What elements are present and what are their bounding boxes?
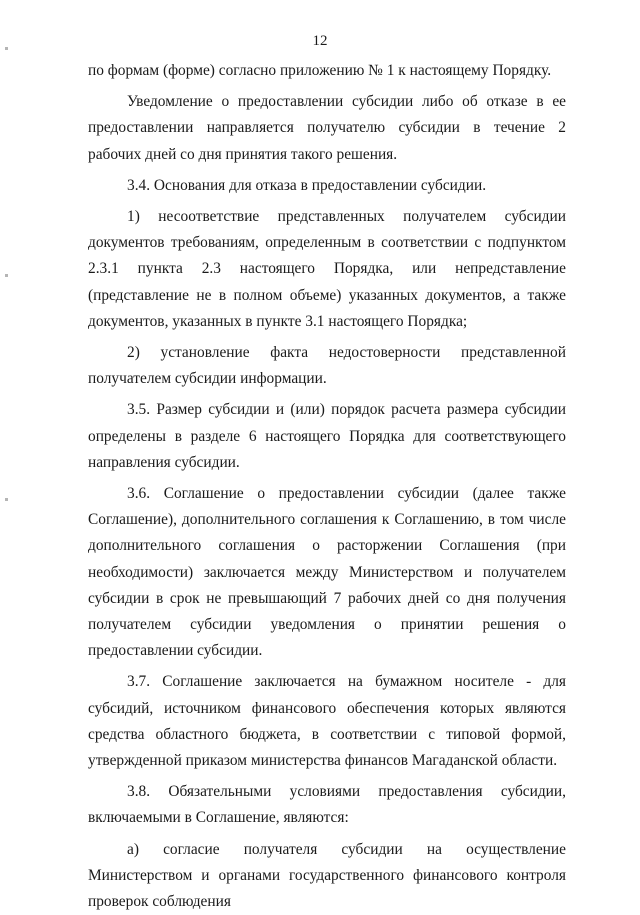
paragraph-3-6: 3.6. Соглашение о предоставлении субсидии (далее также Соглашение), дополнительного соглашения к Соглашению, в том числе дополнительного соглашения о расторжении Соглашения (при необходимости) заключается между Министерством и получателем субсидии в срок не превышающий 7 рабочих дней со дня получения получателем субсидии уведомления о принятии решения о предоставлении субсидии. bbox=[88, 485, 566, 660]
scan-mark bbox=[5, 274, 8, 277]
document-body bbox=[88, 58, 566, 915]
paragraph-3-8: 3.8. Обязательными условиями предоставления субсидии, включаемыми в Соглашение, являются: bbox=[88, 783, 566, 827]
page-number: 12 bbox=[312, 33, 328, 49]
paragraph-3-4-heading: 3.4. Основания для отказа в предоставлении субсидии. bbox=[127, 176, 487, 194]
paragraph-continuation: по формам (форме) согласно приложению № 1 к настоящему Порядку. bbox=[88, 62, 552, 79]
paragraph-notification: Уведомление о предоставлении субсидии либо об отказе в ее предоставлении направляется получателю субсидии в течение 2 рабочих дней со дня принятия такого решения. bbox=[88, 93, 566, 163]
paragraph-3-4-item-1: 1) несоответствие представленных получателем субсидии документов требованиям, определенным в соответствии с подпунктом 2.3.1 пункта 2.3 настоящего Порядка, или непредставление (представление не в полном объеме) указанных документов, а также документов, указанных в пункте 3.1 настоящего Порядка; bbox=[88, 208, 566, 330]
paragraph-3-7: 3.7. Соглашение заключается на бумажном носителе - для субсидий, источником финансового обеспечения которых являются средства областного бюджета, в соответствии с типовой формой, утвержденной приказом министерства финансов Магаданской области. bbox=[88, 673, 566, 770]
scan-mark bbox=[5, 498, 8, 501]
paragraph-3-8-item-a: а) согласие получателя субсидии на осуществление Министерством и органами государственного финансового контроля проверок соблюдения bbox=[88, 840, 566, 911]
paragraph-3-4-item-2: 2) установление факта недостоверности представленной получателем субсидии информации. bbox=[88, 344, 566, 388]
scan-mark bbox=[5, 47, 8, 50]
paragraph-3-5: 3.5. Размер субсидии и (или) порядок расчета размера субсидии определены в разделе 6 настоящего Порядка для соответствующего направления субсидии. bbox=[88, 401, 566, 471]
